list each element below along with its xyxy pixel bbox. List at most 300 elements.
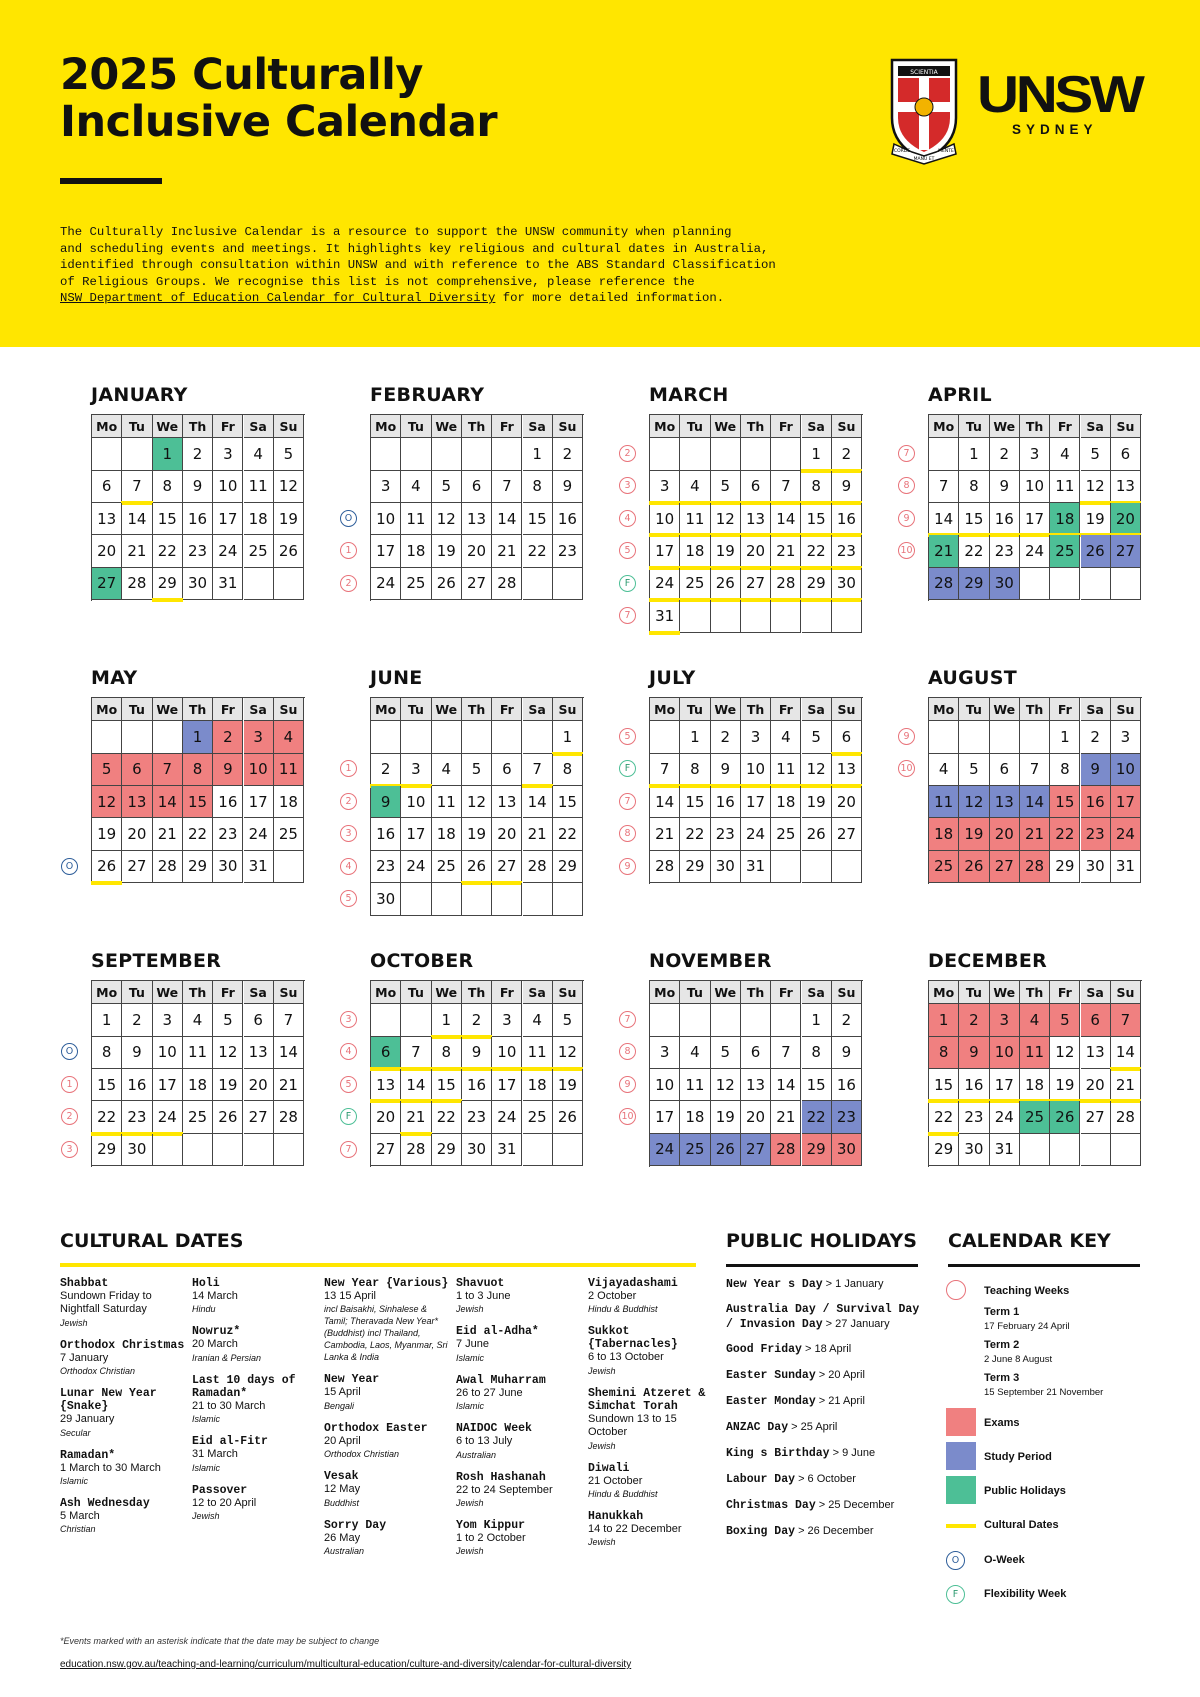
month-grid bbox=[91, 980, 305, 1167]
day-cell: 8 bbox=[432, 1037, 462, 1069]
day-cell: 27 bbox=[832, 818, 862, 850]
day-cell: 10 bbox=[1020, 471, 1050, 503]
weekday-header: Sa bbox=[802, 981, 832, 1004]
day-cell: 16 bbox=[1081, 786, 1111, 818]
day-cell: 2 bbox=[183, 438, 213, 470]
day-cell: 20 bbox=[122, 818, 152, 850]
day-cell: 28 bbox=[650, 851, 680, 883]
teaching-week-icon: 7 bbox=[898, 445, 915, 462]
cultural-religion: Jewish bbox=[588, 1537, 616, 1548]
empty-cell bbox=[462, 883, 492, 915]
flexibility-week-label: Flexibility Week bbox=[984, 1588, 1067, 1600]
cultural-name: Sorry Day bbox=[324, 1518, 387, 1532]
day-cell: 10 bbox=[401, 786, 431, 818]
public-holiday-date: > 18 April bbox=[801, 1343, 852, 1355]
cultural-date-item bbox=[60, 1387, 188, 1438]
public-holiday-item bbox=[726, 1302, 931, 1332]
day-cell: 26 bbox=[802, 818, 832, 850]
day-cell: 17 bbox=[650, 1101, 680, 1133]
weekday-header: Th bbox=[183, 415, 213, 438]
public-holiday-name: New Year s Day bbox=[726, 1278, 823, 1291]
empty-cell bbox=[274, 1134, 304, 1166]
cultural-religion: Jewish bbox=[588, 1365, 616, 1376]
teaching-week-icon: 3 bbox=[340, 1011, 357, 1028]
day-cell: 22 bbox=[802, 535, 832, 567]
teaching-week-icon: 4 bbox=[340, 858, 357, 875]
weekday-header: Sa bbox=[523, 981, 553, 1004]
cultural-name: Vesak bbox=[324, 1470, 359, 1484]
empty-cell bbox=[1050, 568, 1080, 600]
day-cell: 9 bbox=[990, 471, 1020, 503]
day-cell: 31 bbox=[650, 600, 680, 632]
day-cell: 13 bbox=[244, 1037, 274, 1069]
cultural-date-item bbox=[588, 1462, 716, 1500]
cultural-name: Passover bbox=[192, 1483, 248, 1497]
day-cell: 30 bbox=[213, 851, 243, 883]
teaching-week-icon: 8 bbox=[898, 477, 915, 494]
empty-cell bbox=[741, 1004, 771, 1036]
day-cell: 5 bbox=[711, 471, 741, 503]
public-holidays-key-label: Public Holidays bbox=[984, 1485, 1066, 1497]
cultural-date-item bbox=[60, 1277, 188, 1329]
empty-cell bbox=[462, 438, 492, 470]
cultural-date: 21 October bbox=[588, 1474, 643, 1487]
day-cell: 21 bbox=[929, 535, 959, 567]
cultural-date: 1 March to 30 March bbox=[60, 1461, 161, 1474]
day-cell: 1 bbox=[959, 438, 989, 470]
day-cell: 3 bbox=[153, 1004, 183, 1036]
cultural-date-item bbox=[324, 1277, 452, 1363]
empty-cell bbox=[832, 851, 862, 883]
day-cell: 24 bbox=[650, 1134, 680, 1166]
day-cell: 19 bbox=[213, 1069, 243, 1101]
day-cell: 17 bbox=[371, 535, 401, 567]
cultural-religion: Hindu & Buddhist bbox=[588, 1489, 658, 1500]
day-cell: 25 bbox=[1020, 1101, 1050, 1133]
public-holiday-item bbox=[726, 1420, 931, 1435]
public-holiday-name: Labour Day bbox=[726, 1473, 796, 1486]
day-cell: 10 bbox=[213, 471, 243, 503]
cultural-religion: Bengali bbox=[324, 1400, 355, 1411]
day-cell: 16 bbox=[959, 1069, 989, 1101]
public-holiday-date: > 25 April bbox=[788, 1421, 838, 1433]
month-name: NOVEMBER bbox=[649, 950, 772, 972]
cultural-date: 20 April bbox=[324, 1434, 361, 1447]
day-cell: 2 bbox=[213, 721, 243, 753]
day-cell: 5 bbox=[213, 1004, 243, 1036]
public-holiday-date: > 1 January bbox=[822, 1278, 884, 1290]
day-cell: 24 bbox=[990, 1101, 1020, 1133]
cultural-column bbox=[192, 1277, 320, 1532]
weekday-header: Sa bbox=[523, 698, 553, 721]
cultural-column bbox=[588, 1277, 716, 1558]
day-cell: 18 bbox=[183, 1069, 213, 1101]
month-name: MAY bbox=[91, 667, 138, 689]
day-cell: 23 bbox=[990, 535, 1020, 567]
day-cell: 16 bbox=[371, 818, 401, 850]
teaching-week-icon: 5 bbox=[340, 1076, 357, 1093]
public-holiday-name: King s Birthday bbox=[726, 1447, 830, 1460]
day-cell: 21 bbox=[122, 535, 152, 567]
day-cell: 20 bbox=[244, 1069, 274, 1101]
day-cell: 2 bbox=[990, 438, 1020, 470]
empty-cell bbox=[990, 721, 1020, 753]
day-cell: 12 bbox=[711, 503, 741, 535]
day-cell: 9 bbox=[832, 471, 862, 503]
day-cell: 5 bbox=[1050, 1004, 1080, 1036]
day-cell: 7 bbox=[650, 754, 680, 786]
day-cell: 31 bbox=[1111, 851, 1141, 883]
cultural-date-item bbox=[192, 1435, 320, 1473]
weekday-header: Sa bbox=[802, 415, 832, 438]
logo-wordmark: UNSW bbox=[977, 66, 1142, 124]
day-cell: 1 bbox=[1050, 721, 1080, 753]
cultural-name: Shavuot bbox=[456, 1277, 505, 1290]
day-cell: 26 bbox=[553, 1101, 583, 1133]
day-cell: 8 bbox=[929, 1037, 959, 1069]
cultural-name: Eid al-Fitr bbox=[192, 1435, 268, 1449]
weekday-header: Th bbox=[462, 981, 492, 1004]
day-cell: 19 bbox=[1050, 1069, 1080, 1101]
cultural-name: Shabbat bbox=[60, 1277, 109, 1290]
weekday-header: Tu bbox=[959, 981, 989, 1004]
cultural-date-item bbox=[324, 1519, 452, 1557]
weekday-header: Tu bbox=[680, 981, 710, 1004]
day-cell: 14 bbox=[274, 1037, 304, 1069]
cultural-date: 31 March bbox=[192, 1448, 238, 1461]
cultural-name: Eid al-Adha* bbox=[456, 1325, 539, 1339]
weekday-header: Sa bbox=[244, 415, 274, 438]
weekday-header: Mo bbox=[92, 981, 122, 1004]
day-cell: 27 bbox=[741, 1134, 771, 1166]
cultural-name: Last 10 days of Ramadan* bbox=[192, 1373, 296, 1400]
day-cell: 31 bbox=[990, 1134, 1020, 1166]
public-holidays-rule bbox=[726, 1264, 918, 1267]
day-cell: 24 bbox=[650, 568, 680, 600]
day-cell: 22 bbox=[183, 818, 213, 850]
public-holiday-date: > 9 June bbox=[829, 1447, 876, 1459]
day-cell: 9 bbox=[959, 1037, 989, 1069]
cultural-name: Diwali bbox=[588, 1461, 630, 1475]
weekday-header: Fr bbox=[213, 981, 243, 1004]
cultural-name: New Year {Various} bbox=[324, 1277, 449, 1290]
day-cell: 23 bbox=[832, 535, 862, 567]
day-cell: 29 bbox=[432, 1134, 462, 1166]
header-banner bbox=[0, 0, 1200, 347]
day-cell: 1 bbox=[680, 721, 710, 753]
day-cell: 16 bbox=[122, 1069, 152, 1101]
teaching-week-icon: 3 bbox=[61, 1141, 78, 1158]
weekday-header: Fr bbox=[492, 415, 522, 438]
flexibility-week-icon: F bbox=[946, 1585, 965, 1604]
public-holiday-item bbox=[726, 1368, 931, 1383]
day-cell: 23 bbox=[183, 535, 213, 567]
cultural-name: New Year bbox=[324, 1373, 380, 1387]
weekday-header: Th bbox=[1020, 415, 1050, 438]
cultural-date: 15 April bbox=[324, 1386, 361, 1399]
day-cell: 7 bbox=[771, 1037, 801, 1069]
cultural-date-item bbox=[324, 1470, 452, 1508]
weekday-header: Fr bbox=[1050, 698, 1080, 721]
weekday-header: Tu bbox=[401, 415, 431, 438]
day-cell: 23 bbox=[213, 818, 243, 850]
day-cell: 22 bbox=[929, 1101, 959, 1133]
day-cell: 17 bbox=[650, 535, 680, 567]
public-holidays-swatch bbox=[946, 1476, 976, 1504]
day-cell: 27 bbox=[371, 1134, 401, 1166]
day-cell: 21 bbox=[274, 1069, 304, 1101]
day-cell: 11 bbox=[1050, 471, 1080, 503]
day-cell: 4 bbox=[929, 754, 959, 786]
teaching-week-icon: 9 bbox=[619, 858, 636, 875]
cultural-date-item bbox=[60, 1449, 188, 1487]
cultural-religion: Jewish bbox=[588, 1440, 616, 1451]
day-cell: 12 bbox=[213, 1037, 243, 1069]
day-cell: 11 bbox=[771, 754, 801, 786]
day-cell: 14 bbox=[1020, 786, 1050, 818]
public-holiday-item bbox=[726, 1342, 931, 1357]
cultural-name: Yom Kippur bbox=[456, 1519, 526, 1533]
day-cell: 12 bbox=[1081, 471, 1111, 503]
day-cell: 15 bbox=[153, 503, 183, 535]
day-cell: 27 bbox=[122, 851, 152, 883]
cultural-religion: Hindu bbox=[192, 1304, 216, 1315]
empty-cell bbox=[802, 851, 832, 883]
day-cell: 2 bbox=[832, 1004, 862, 1036]
empty-cell bbox=[432, 883, 462, 915]
flexibility-week-icon: F bbox=[340, 1108, 357, 1125]
cultural-date: 1 to 3 June bbox=[456, 1290, 511, 1302]
weekday-header: Mo bbox=[650, 698, 680, 721]
cultural-religion: Orthodox Christian bbox=[324, 1449, 400, 1460]
empty-cell bbox=[371, 438, 401, 470]
day-cell: 4 bbox=[680, 471, 710, 503]
day-cell: 15 bbox=[680, 786, 710, 818]
day-cell: 8 bbox=[183, 754, 213, 786]
weekday-header: We bbox=[990, 981, 1020, 1004]
day-cell: 11 bbox=[401, 503, 431, 535]
svg-text:MANU ET: MANU ET bbox=[913, 157, 935, 162]
day-cell: 1 bbox=[183, 721, 213, 753]
weekday-header: We bbox=[990, 698, 1020, 721]
day-cell: 4 bbox=[244, 438, 274, 470]
day-cell: 4 bbox=[401, 471, 431, 503]
day-cell: 11 bbox=[680, 503, 710, 535]
day-cell: 15 bbox=[959, 503, 989, 535]
weekday-header: Su bbox=[832, 415, 862, 438]
teaching-week-icon: 8 bbox=[619, 1043, 636, 1060]
cultural-date-item bbox=[588, 1325, 716, 1376]
day-cell: 12 bbox=[802, 754, 832, 786]
day-cell: 3 bbox=[371, 471, 401, 503]
day-cell: 2 bbox=[553, 438, 583, 470]
teaching-week-icon: 1 bbox=[61, 1076, 78, 1093]
weekday-header: Fr bbox=[213, 415, 243, 438]
weekday-header: Sa bbox=[244, 698, 274, 721]
term3-dates: 15 September 21 November bbox=[984, 1387, 1104, 1398]
empty-cell bbox=[832, 600, 862, 632]
day-cell: 28 bbox=[771, 568, 801, 600]
day-cell: 26 bbox=[711, 1134, 741, 1166]
cultural-date: 2 October bbox=[588, 1290, 637, 1302]
cultural-name: Sukkot {Tabernacles} bbox=[588, 1325, 678, 1352]
empty-cell bbox=[213, 1134, 243, 1166]
day-cell: 30 bbox=[711, 851, 741, 883]
cultural-name: Vijayadashami bbox=[588, 1277, 678, 1290]
day-cell: 8 bbox=[959, 471, 989, 503]
day-cell: 18 bbox=[401, 535, 431, 567]
teaching-week-icon: 1 bbox=[340, 542, 357, 559]
day-cell: 20 bbox=[741, 1101, 771, 1133]
cultural-date: 1 to 2 October bbox=[456, 1532, 526, 1545]
empty-cell bbox=[771, 438, 801, 470]
cultural-name: Orthodox Christmas bbox=[60, 1338, 185, 1352]
public-holiday-item bbox=[726, 1472, 931, 1487]
day-cell: 16 bbox=[183, 503, 213, 535]
empty-cell bbox=[1050, 1134, 1080, 1166]
teaching-week-icon: 2 bbox=[340, 575, 357, 592]
day-cell: 22 bbox=[153, 535, 183, 567]
day-cell: 6 bbox=[462, 471, 492, 503]
day-cell: 31 bbox=[741, 851, 771, 883]
day-cell: 23 bbox=[122, 1101, 152, 1133]
day-cell: 28 bbox=[1020, 851, 1050, 883]
day-cell: 4 bbox=[1020, 1004, 1050, 1036]
cultural-religion: Jewish bbox=[456, 1498, 484, 1509]
day-cell: 3 bbox=[1020, 438, 1050, 470]
weekday-header: Tu bbox=[122, 981, 152, 1004]
day-cell: 14 bbox=[523, 786, 553, 818]
public-holiday-name: Easter Monday bbox=[726, 1395, 816, 1408]
weekday-header: Tu bbox=[122, 698, 152, 721]
cultural-date-item bbox=[60, 1497, 188, 1535]
day-cell: 3 bbox=[1111, 721, 1141, 753]
month-name: AUGUST bbox=[928, 667, 1018, 689]
cultural-date-item bbox=[456, 1325, 584, 1363]
weekday-header: Th bbox=[183, 698, 213, 721]
cultural-date: 21 to 30 March bbox=[192, 1399, 266, 1412]
empty-cell bbox=[523, 568, 553, 600]
empty-cell bbox=[1081, 1134, 1111, 1166]
day-cell: 24 bbox=[153, 1101, 183, 1133]
empty-cell bbox=[153, 721, 183, 753]
weekday-header: Su bbox=[553, 415, 583, 438]
day-cell: 21 bbox=[523, 818, 553, 850]
cultural-date: 29 January bbox=[60, 1413, 115, 1426]
day-cell: 21 bbox=[650, 818, 680, 850]
day-cell: 10 bbox=[650, 503, 680, 535]
cultural-religion: Jewish bbox=[456, 1304, 484, 1315]
cultural-religion: Christian bbox=[60, 1524, 96, 1535]
day-cell: 7 bbox=[523, 754, 553, 786]
day-cell: 2 bbox=[462, 1004, 492, 1036]
weekday-header: Tu bbox=[122, 415, 152, 438]
day-cell: 13 bbox=[741, 1069, 771, 1101]
day-cell: 5 bbox=[553, 1004, 583, 1036]
day-cell: 18 bbox=[432, 818, 462, 850]
day-cell: 2 bbox=[832, 438, 862, 470]
cultural-date: 12 May bbox=[324, 1483, 361, 1496]
day-cell: 7 bbox=[771, 471, 801, 503]
day-cell: 6 bbox=[92, 471, 122, 503]
month-grid bbox=[649, 980, 863, 1167]
month-grid bbox=[91, 697, 305, 884]
day-cell: 26 bbox=[432, 568, 462, 600]
cultural-religion: Jewish bbox=[192, 1511, 220, 1522]
day-cell: 19 bbox=[711, 1101, 741, 1133]
day-cell: 6 bbox=[1081, 1004, 1111, 1036]
cultural-name: Rosh Hashanah bbox=[456, 1470, 546, 1484]
empty-cell bbox=[401, 883, 431, 915]
empty-cell bbox=[244, 1134, 274, 1166]
day-cell: 17 bbox=[401, 818, 431, 850]
footer-url-link[interactable]: education.nsw.gov.au/teaching-and-learning/curriculum/multicultural-education/culture-and-diversity/calendar-for-cultural-diversity bbox=[60, 1659, 632, 1670]
day-cell: 30 bbox=[959, 1134, 989, 1166]
day-cell: 31 bbox=[492, 1134, 522, 1166]
weekday-header: Su bbox=[832, 698, 862, 721]
empty-cell bbox=[802, 600, 832, 632]
day-cell: 26 bbox=[959, 851, 989, 883]
day-cell: 7 bbox=[929, 471, 959, 503]
day-cell: 2 bbox=[1081, 721, 1111, 753]
day-cell: 3 bbox=[492, 1004, 522, 1036]
day-cell: 11 bbox=[523, 1037, 553, 1069]
day-cell: 13 bbox=[492, 786, 522, 818]
empty-cell bbox=[1020, 568, 1050, 600]
teaching-weeks-label: Teaching Weeks bbox=[984, 1285, 1070, 1297]
day-cell: 12 bbox=[462, 786, 492, 818]
day-cell: 24 bbox=[244, 818, 274, 850]
day-cell: 26 bbox=[711, 568, 741, 600]
cultural-religion: Jewish bbox=[456, 1546, 484, 1557]
nsw-calendar-link[interactable]: NSW Department of Education Calendar for Cultural Diversity bbox=[60, 291, 496, 306]
day-cell: 11 bbox=[929, 786, 959, 818]
cultural-date-item bbox=[324, 1373, 452, 1411]
teaching-week-icon: 7 bbox=[619, 1011, 636, 1028]
cultural-name: Holi bbox=[192, 1277, 220, 1290]
month-grid bbox=[370, 697, 584, 916]
empty-cell bbox=[741, 600, 771, 632]
day-cell: 9 bbox=[553, 471, 583, 503]
cultural-name: Shemini Atzeret & Simchat Torah bbox=[588, 1386, 706, 1413]
weekday-header: Mo bbox=[650, 415, 680, 438]
unsw-logo bbox=[888, 56, 1148, 168]
day-cell: 18 bbox=[680, 1101, 710, 1133]
empty-cell bbox=[680, 600, 710, 632]
oweek-icon: O bbox=[946, 1551, 965, 1570]
weekday-header: Fr bbox=[771, 698, 801, 721]
term2-label: Term 2 bbox=[984, 1339, 1020, 1351]
cultural-date: 5 March bbox=[60, 1510, 100, 1523]
day-cell: 12 bbox=[432, 503, 462, 535]
public-holidays-title: PUBLIC HOLIDAYS bbox=[726, 1230, 917, 1252]
day-cell: 22 bbox=[802, 1101, 832, 1133]
day-cell: 19 bbox=[462, 818, 492, 850]
weekday-header: Su bbox=[1111, 415, 1141, 438]
weekday-header: Th bbox=[1020, 981, 1050, 1004]
cultural-religion: Islamic bbox=[192, 1414, 221, 1425]
day-cell: 12 bbox=[553, 1037, 583, 1069]
weekday-header: We bbox=[432, 415, 462, 438]
day-cell: 4 bbox=[680, 1037, 710, 1069]
empty-cell bbox=[523, 721, 553, 753]
day-cell: 28 bbox=[153, 851, 183, 883]
day-cell: 6 bbox=[741, 471, 771, 503]
day-cell: 10 bbox=[650, 1069, 680, 1101]
day-cell: 27 bbox=[462, 568, 492, 600]
cultural-religion: Australian bbox=[456, 1449, 497, 1460]
weekday-header: Mo bbox=[371, 981, 401, 1004]
